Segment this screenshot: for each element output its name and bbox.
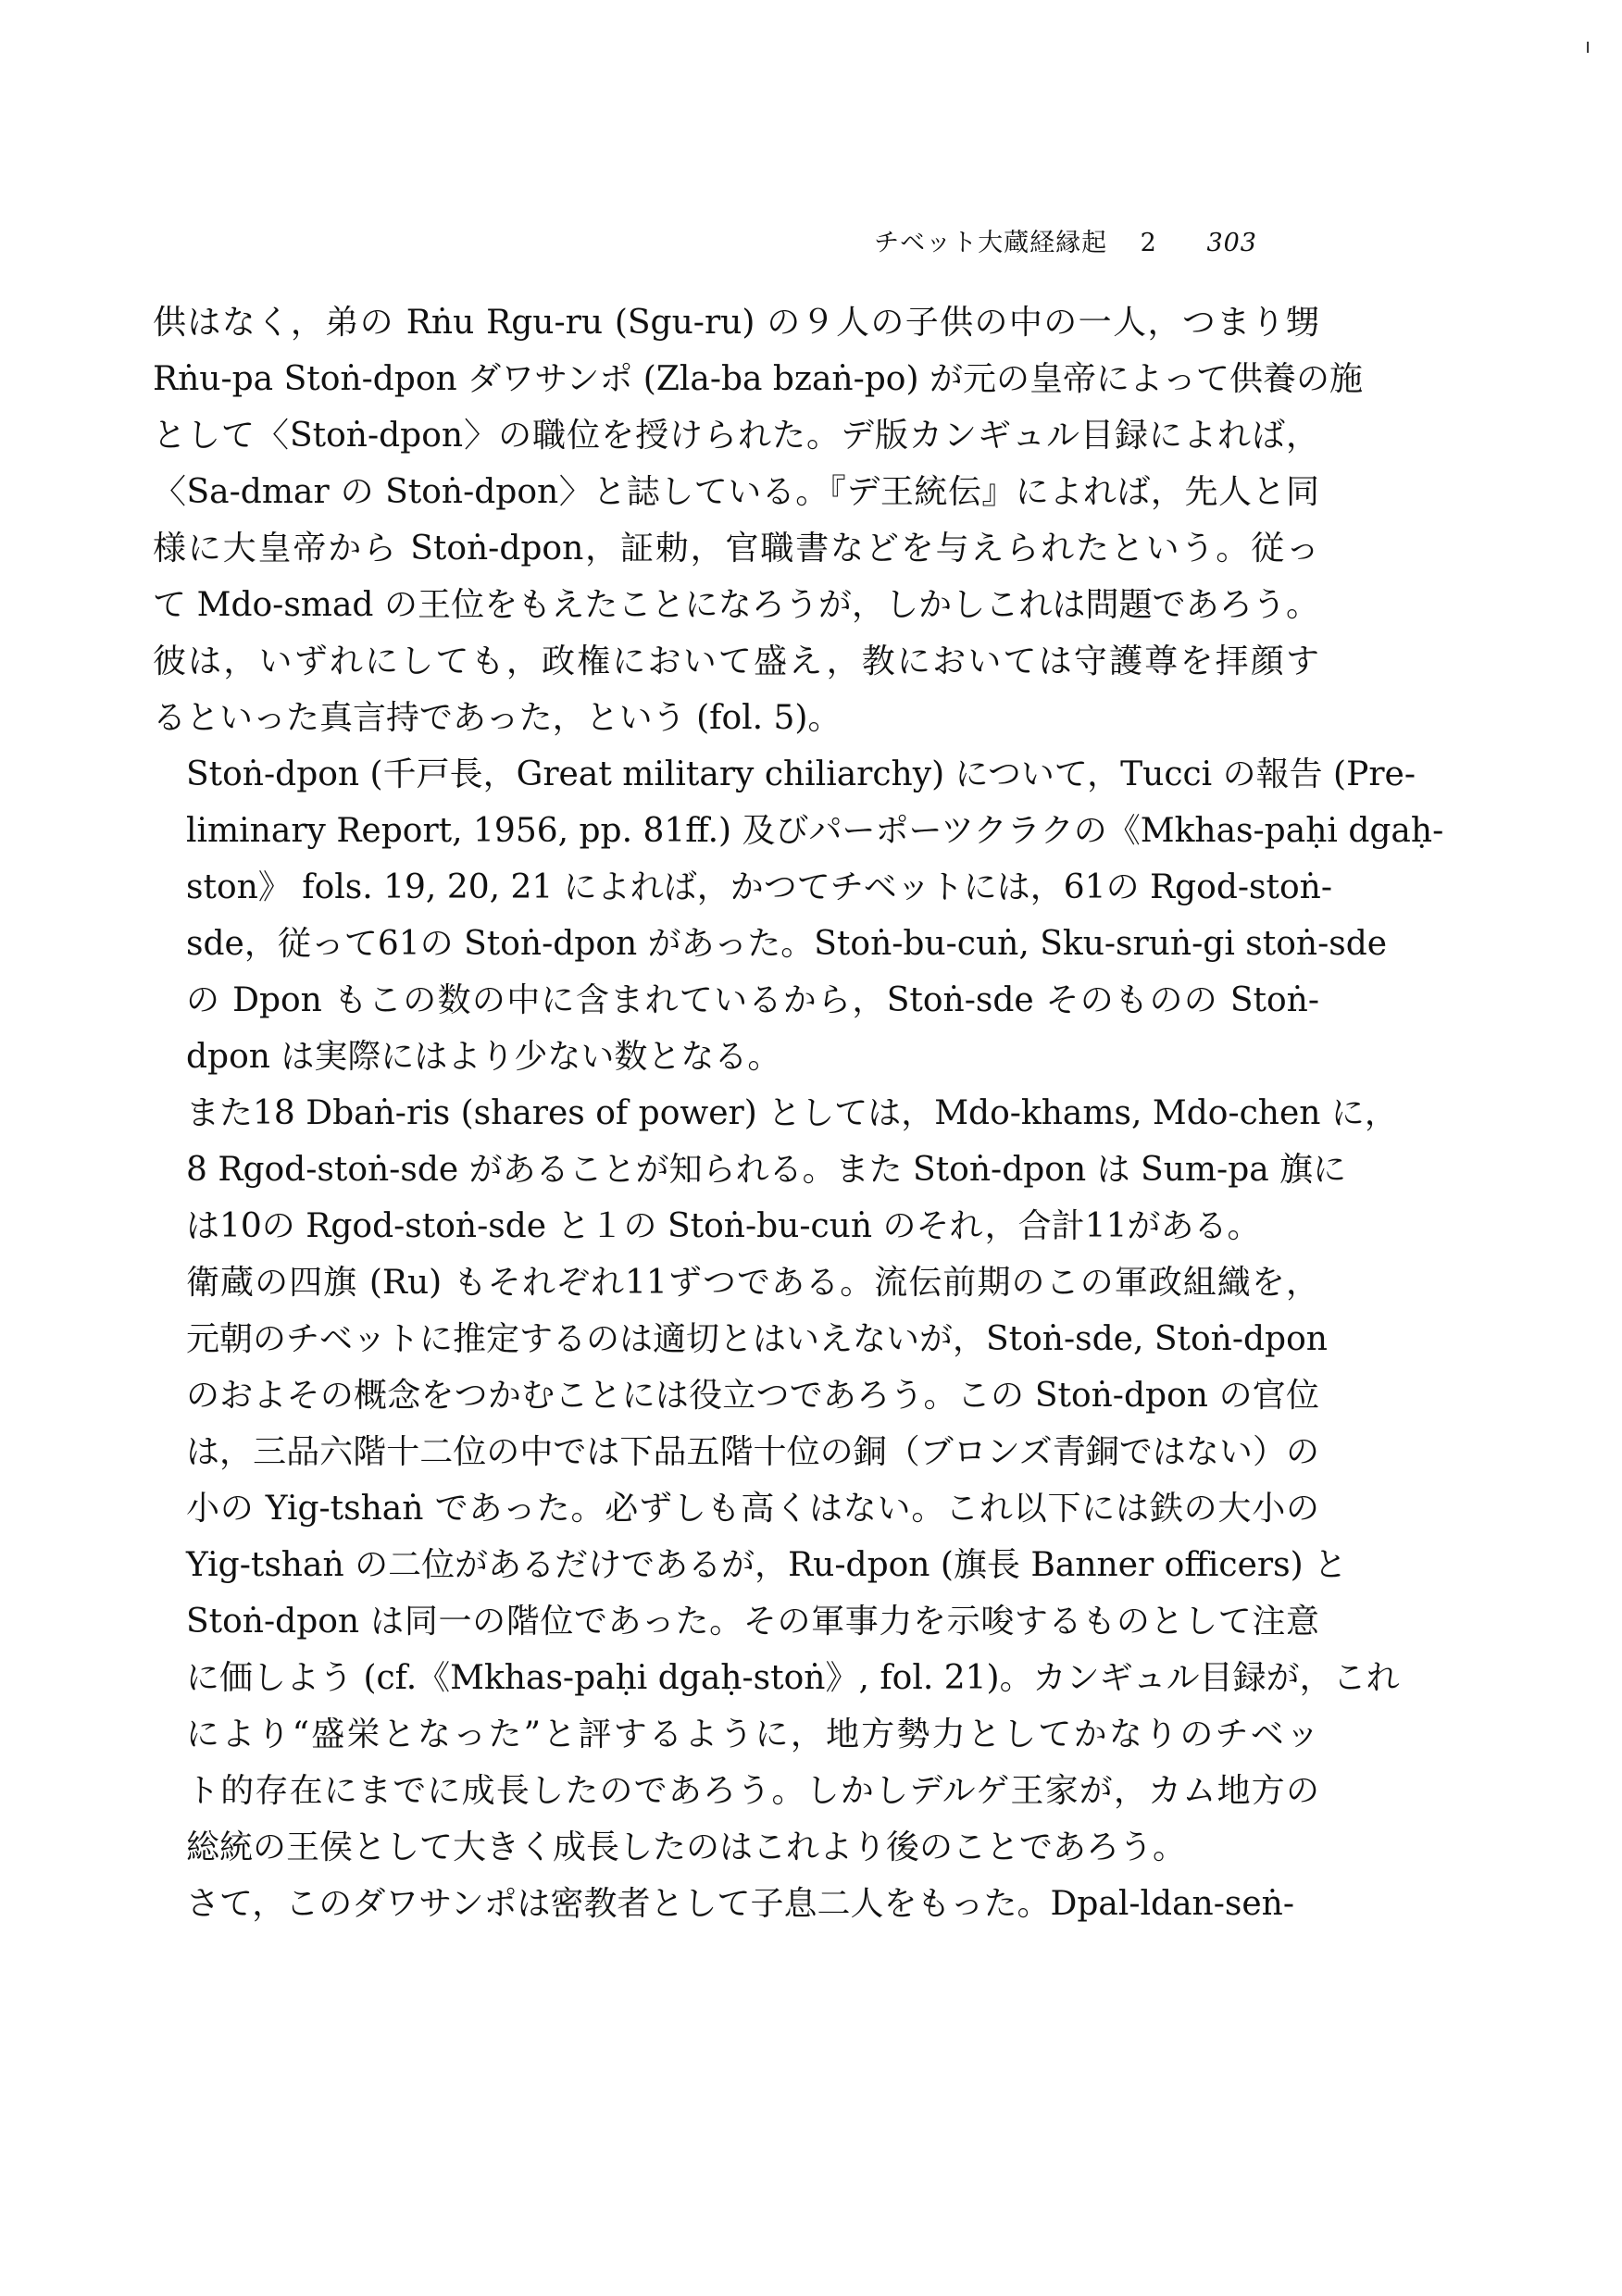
text-line: の Dpon もこの数の中に含まれているから，Stoṅ-sde そのものの Stoṅ-: [186, 981, 1319, 1019]
text-line: 様に大皇帝から Stoṅ-dpon，証勅，官職書などを与えられたという。従っ: [153, 530, 1319, 568]
text-line: に価しよう (cf.《Mkhas-paḥi dgaḥ-stoṅ》, fol. 21)。カンギュル目録が，これ: [186, 1659, 1400, 1697]
running-header: [0, 222, 1257, 258]
text-line: liminary Report, 1956, pp. 81ff.) 及びパーポーツクラクの《Mkhas-paḥi dgaḥ-: [186, 812, 1444, 850]
text-line: 供はなく，弟の Rṅu Rgu-ru (Sgu-ru) の９人の子供の中の一人，つまり甥: [153, 304, 1319, 342]
paragraph: [153, 1085, 1398, 1254]
running-header-title: チベット大蔵経縁起: [874, 229, 1108, 257]
page-number: 303: [1206, 229, 1257, 257]
text-line: ston》 fols. 19, 20, 21 によれば，かつてチベットには，61の Rgod-stoṅ-: [186, 868, 1333, 906]
text-line: Stoṅ-dpon は同一の階位であった。その軍事力を示唆するものとして注意: [186, 1603, 1319, 1641]
text-line: により“盛栄となった”と評するように，地方勢力としてかなりのチベッ: [186, 1716, 1319, 1753]
text-line: ト的存在にまでに成長したのであろう。しかしデルゲ王家が，カム地方の: [186, 1772, 1319, 1810]
text-line: 〈Sa-dmar の Stoṅ-dpon〉と誌している。『デ王統伝』によれば，先人と同: [153, 473, 1319, 511]
text-line: 小の Yig-tshaṅ であった。必ずしも高くはない。これ以下には鉄の大小の: [186, 1490, 1319, 1528]
page-corner-mark: ı: [1585, 35, 1591, 58]
text-line: て Mdo-smad の王位をもえたことになろうが，しかしこれは問題であろう。: [153, 586, 1319, 624]
paragraph: [153, 746, 1444, 1085]
text-line: るといった真言持であった，という (fol. 5)。: [153, 699, 842, 737]
text-line: として〈Stoṅ-dpon〉の職位を授けられた。デ版カンギュル目録によれば，: [153, 417, 1319, 455]
text-line: は10の Rgod-stoṅ-sde と１の Stoṅ-bu-cuṅ のそれ，合計11がある。: [186, 1207, 1261, 1245]
text-line: sde，従って61の Stoṅ-dpon があった。Stoṅ-bu-cuṅ, Sku-sruṅ-gi stoṅ-sde: [186, 925, 1388, 963]
text-line: 8 Rgod-stoṅ-sde があることが知られる。また Stoṅ-dpon は Sum-pa 旗に: [186, 1151, 1347, 1189]
text-line: Rṅu-pa Stoṅ-dpon ダワサンポ (Zla-ba bzaṅ-po) が元の皇帝によって供養の施: [153, 360, 1363, 398]
text-line: Yig-tshaṅ の二位があるだけであるが，Ru-dpon (旗長 Banner officers) と: [186, 1546, 1348, 1584]
paragraph: [153, 1254, 1400, 1876]
text-line: は，三品六階十二位の中では下品五階十位の銅（ブロンズ青銅ではない）の: [186, 1433, 1319, 1471]
paragraph: [153, 294, 1363, 746]
body-text: [153, 294, 1444, 1932]
running-header-chapter: 2: [1140, 229, 1157, 257]
text-line: Stoṅ-dpon (千戸長，Great military chiliarchy) について，Tucci の報告 (Pre-: [186, 755, 1416, 793]
text-line: また18 Dbaṅ-ris (shares of power) としては，Mdo-khams, Mdo-chen に，: [186, 1094, 1398, 1132]
text-line: さて，このダワサンポは密教者として子息二人をもった。Dpal-ldan-seṅ-: [186, 1885, 1295, 1923]
text-line: dpon は実際にはより少ない数となる。: [186, 1038, 781, 1076]
text-line: のおよその概念をつかむことには役立つであろう。この Stoṅ-dpon の官位: [186, 1377, 1319, 1415]
text-line: 彼は，いずれにしても，政権において盛え，教においては守護尊を拝顔す: [153, 643, 1319, 680]
text-line: 総統の王侯として大きく成長したのはこれより後のことであろう。: [186, 1828, 1187, 1866]
text-line: 元朝のチベットに推定するのは適切とはいえないが，Stoṅ-sde, Stoṅ-dpon: [186, 1320, 1328, 1358]
paragraph: [153, 1876, 1319, 1932]
text-line: 衛蔵の四旗 (Ru) もそれぞれ11ずつである。流伝前期のこの軍政組織を，: [186, 1264, 1319, 1302]
